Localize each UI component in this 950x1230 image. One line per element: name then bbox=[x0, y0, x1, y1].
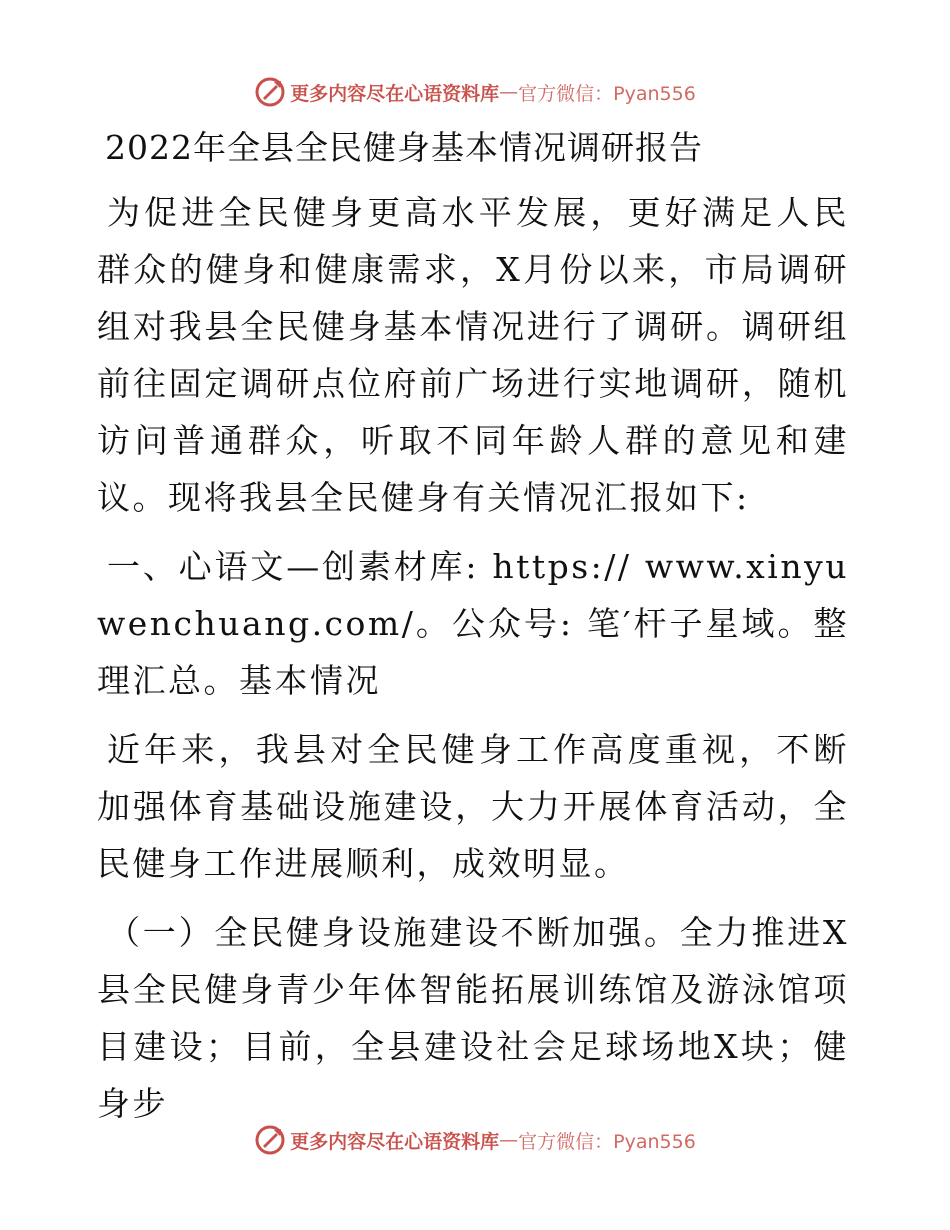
document-title: 2022年全县全民健身基本情况调研报告 bbox=[105, 128, 703, 167]
header-watermark-banner bbox=[0, 72, 950, 112]
quill-pen-logo-icon bbox=[254, 1124, 286, 1156]
banner-wechat-text: 官方微信：Pyan556 bbox=[518, 1130, 696, 1153]
banner-brand-text: 更多内容尽在心语资料库 bbox=[290, 1130, 500, 1153]
paragraph-overview: 近年来，我县对全民健身工作高度重视，不断加强体育基础设施建设，大力开展体育活动，全民健身工作进展顺利，成效明显。 bbox=[97, 730, 849, 883]
banner-brand-text: 更多内容尽在心语资料库 bbox=[290, 82, 500, 105]
banner-dash: — bbox=[499, 1129, 519, 1151]
banner-dash: — bbox=[499, 81, 519, 103]
paragraph-section-heading: 一、心语文—创素材库: https:// www.xinyuwenchuang.com/。公众号: 笔′杆子星域。整理汇总。基本情况 bbox=[97, 547, 849, 700]
quill-pen-logo-icon bbox=[254, 76, 286, 108]
footer-watermark-banner bbox=[0, 1120, 950, 1160]
document-body bbox=[97, 118, 849, 1140]
paragraph-intro: 为促进全民健身更高水平发展，更好满足人民群众的健身和健康需求，X月份以来，市局调研组对我县全民健身基本情况进行了调研。调研组前往固定调研点位府前广场进行实地调研，随机访问普通群众，听取不同年龄人群的意见和建议。现将我县全民健身有关情况汇报如下: bbox=[97, 193, 849, 517]
paragraph-facilities: （一）全民健身设施建设不断加强。全力推进X县全民健身青少年体智能拓展训练馆及游泳馆项目建设；目前，全县建设社会足球场地X块；健身步 bbox=[97, 913, 849, 1123]
banner-wechat-text: 官方微信：Pyan556 bbox=[518, 82, 696, 105]
